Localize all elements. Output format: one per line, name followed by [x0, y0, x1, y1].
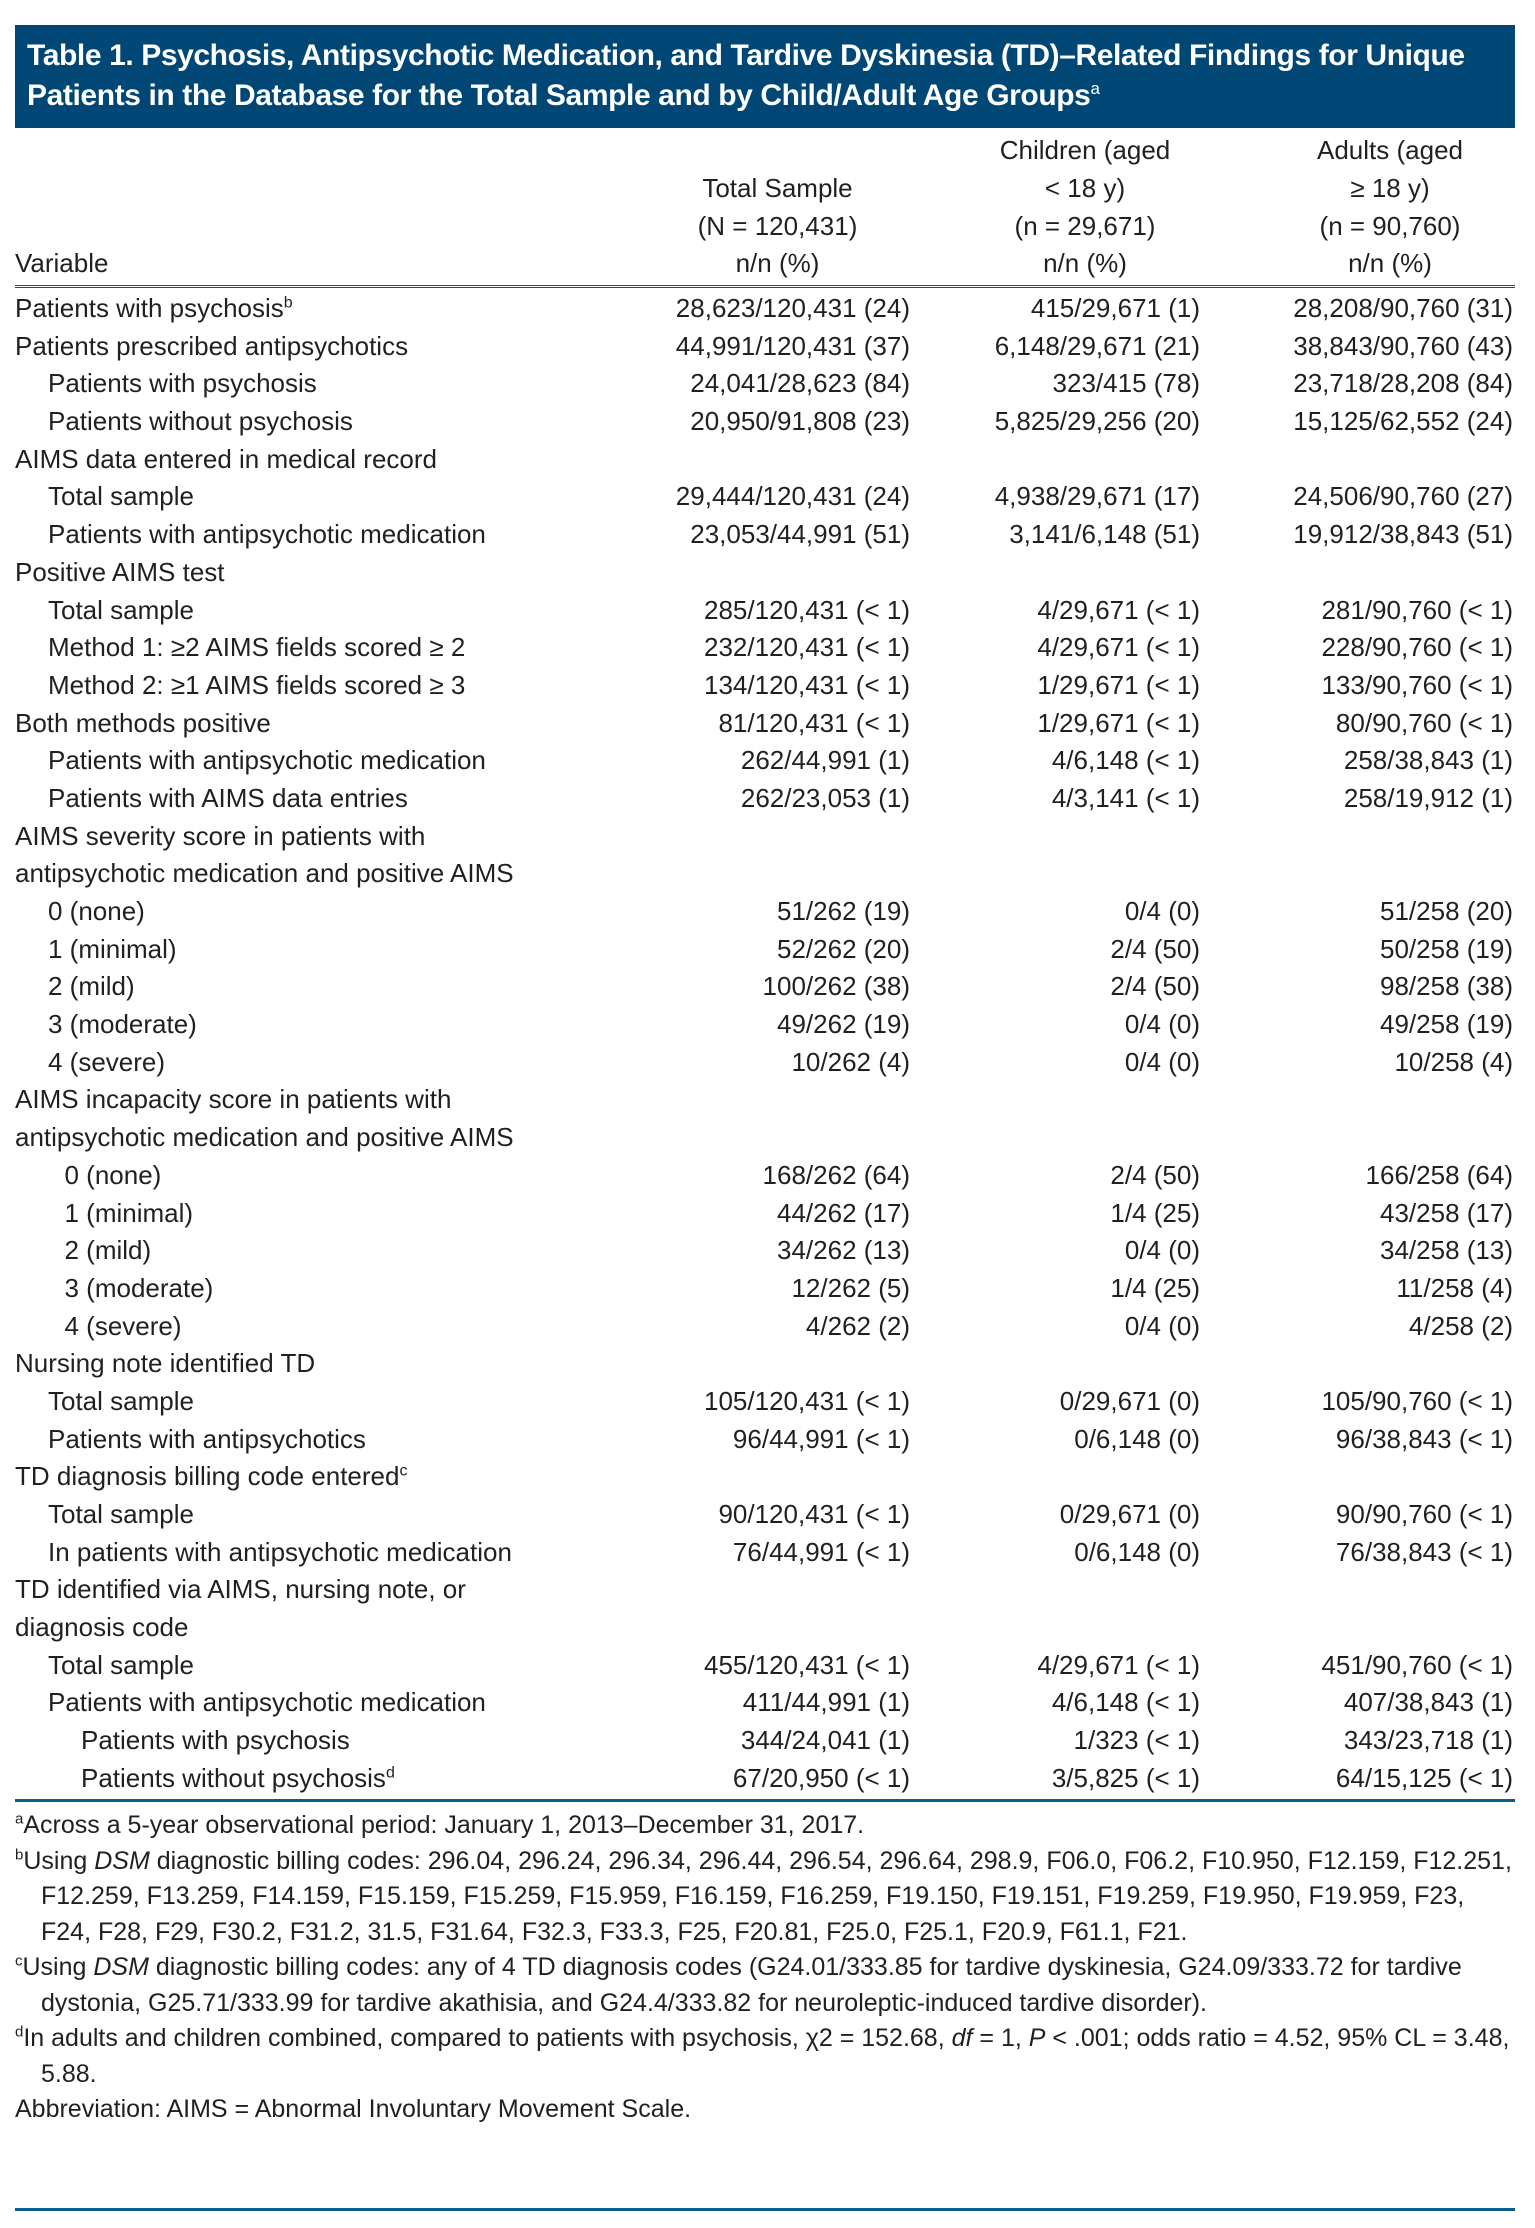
row-label-text: 4 (severe): [48, 1046, 166, 1077]
footnote: [15, 1950, 1515, 2021]
table-row: [15, 1421, 1515, 1459]
footnote: [15, 2021, 1515, 2092]
row-label-text: 3 (moderate): [48, 1009, 197, 1040]
cell-children: 2/4 (50): [1110, 971, 1200, 1002]
table-row: [15, 893, 1515, 931]
table-row: [15, 441, 1515, 479]
row-label: [65, 1308, 182, 1346]
row-label: [48, 403, 353, 441]
row-label-text: 2 (mild): [64, 1235, 152, 1266]
table-row: [15, 1270, 1515, 1308]
footnote-text: diagnostic billing codes: 296.04, 296.24, 296.34, 296.44, 296.54, 296.64, 298.9, F06.0, F06.2, F10.950, F12.159, F12.251, F12.259, F13.259, F14.159, F15.159, F15.259, F15.959, F16.159, F16.259, F19.150, F19.151, F19.259, F19.950, F19.959, F23, F24, F28, F29, F30.2, F31.2, 31.5, F31.64, F32.3, F33.3, F25, F20.81, F25.0, F25.1, F20.9, F61.1, F21.: [41, 1846, 1512, 1946]
header-total-line: n/n (%): [735, 248, 820, 279]
table-row: [15, 1684, 1515, 1722]
row-label-text: antipsychotic medication and positive AIMS: [15, 858, 514, 889]
cell-total: 411/44,991 (1): [742, 1687, 910, 1718]
row-label-text: Patients with psychosis: [48, 368, 317, 399]
footnote-marker: c: [399, 1462, 408, 1480]
table-row: [15, 968, 1515, 1006]
row-label: [48, 1647, 194, 1685]
footnote-marker: c: [15, 1952, 23, 1970]
footnote-marker: b: [15, 1846, 24, 1864]
cell-children: 323/415 (78): [1052, 368, 1200, 399]
table-title-text: Table 1. Psychosis, Antipsychotic Medication, and Tardive Dyskinesia (TD)–Related Findings for Unique Patients in the Database for the Total Sample and by Child/Adult Age Groups: [27, 39, 1465, 112]
row-label: [48, 1383, 194, 1421]
row-label: [48, 1044, 165, 1082]
row-label: [15, 1345, 315, 1383]
cell-adults: 343/23,718 (1): [1343, 1725, 1513, 1756]
row-label-text: Positive AIMS test: [15, 556, 225, 587]
row-label-text: antipsychotic medication and positive AIMS: [15, 1122, 514, 1153]
table-row: [15, 1006, 1515, 1044]
table-row: [15, 1534, 1515, 1572]
cell-adults: 49/258 (19): [1380, 1009, 1513, 1040]
table-row: [15, 1496, 1515, 1534]
header-rule: [15, 285, 1515, 288]
table-row: [15, 478, 1515, 516]
footnote-text: DSM: [93, 1953, 149, 1981]
header-children-line: < 18 y): [1044, 172, 1126, 203]
row-label-text: TD diagnosis billing code entered: [15, 1461, 400, 1492]
table-row: [15, 742, 1515, 780]
row-label-text: 0 (none): [48, 896, 145, 926]
cell-total: 34/262 (13): [777, 1235, 910, 1266]
header-adults-line: n/n (%): [1348, 248, 1432, 279]
cell-children: 0/29,671 (0): [1059, 1499, 1200, 1529]
row-label-text: Total sample: [48, 594, 194, 625]
row-label-text: Patients with antipsychotics: [48, 1423, 366, 1454]
row-label-text: 3 (moderate): [64, 1272, 214, 1303]
cell-adults: 34/258 (13): [1380, 1235, 1513, 1266]
row-label-text: Patients with psychosis: [15, 293, 284, 323]
cell-total: 168/262 (64): [762, 1159, 910, 1190]
cell-children: 4/3,141 (< 1): [1051, 782, 1200, 813]
table-row: [15, 629, 1515, 667]
table-row: [15, 1044, 1515, 1082]
header-variable: [15, 245, 108, 283]
cell-total: 262/23,053 (1): [740, 782, 910, 813]
row-label-text: In patients with antipsychotic medication: [48, 1536, 512, 1567]
footnote-text: DSM: [94, 1846, 150, 1875]
cell-children: 4/6,148 (< 1): [1051, 745, 1200, 776]
table-row: [15, 1157, 1515, 1195]
row-label-text: Patients with psychosis: [81, 1725, 350, 1756]
header-adults-line: Adults (aged: [1317, 135, 1463, 166]
cell-total: 51/262 (19): [777, 896, 910, 926]
table-row: [15, 592, 1515, 630]
table-row: [15, 554, 1515, 592]
row-label-text: Patients with antipsychotic medication: [48, 1687, 486, 1718]
row-label: [15, 290, 293, 328]
cell-adults: 258/38,843 (1): [1343, 745, 1513, 776]
table-row: [15, 1308, 1515, 1346]
row-label: [15, 1119, 514, 1157]
cell-adults: 451/90,760 (< 1): [1321, 1649, 1513, 1680]
row-label-text: Patients with antipsychotic medication: [48, 519, 486, 550]
cell-total: 44,991/120,431 (37): [675, 330, 910, 361]
row-label: [48, 931, 177, 969]
row-label-text: 1 (minimal): [64, 1197, 194, 1228]
cell-adults: 281/90,760 (< 1): [1321, 594, 1513, 625]
table-row: [15, 1647, 1515, 1685]
row-label-text: Nursing note identified TD: [15, 1348, 316, 1379]
row-label-text: 4 (severe): [64, 1310, 182, 1341]
table-row: [15, 1195, 1515, 1233]
row-label-text: Method 1: ≥2 AIMS fields scored ≥ 2: [48, 632, 466, 663]
footnotes: [15, 1808, 1515, 2128]
cell-children: 0/4 (0): [1124, 1310, 1200, 1341]
row-label-text: 0 (none): [64, 1159, 162, 1190]
cell-adults: 43/258 (17): [1380, 1197, 1513, 1228]
cell-children: 4/29,671 (< 1): [1037, 594, 1200, 625]
cell-children: 0/29,671 (0): [1059, 1385, 1200, 1416]
row-label: [48, 780, 408, 818]
cell-adults: 166/258 (64): [1365, 1159, 1513, 1190]
footnote-marker: a: [1090, 79, 1100, 98]
table-row: [15, 931, 1515, 969]
cell-children: 3/5,825 (< 1): [1051, 1762, 1200, 1793]
cell-total: 90/120,431 (< 1): [718, 1499, 910, 1529]
table-row: [15, 1609, 1515, 1647]
cell-total: 52/262 (20): [777, 933, 910, 964]
cell-adults: 105/90,760 (< 1): [1321, 1385, 1513, 1416]
table-row: [15, 780, 1515, 818]
table-row: [15, 365, 1515, 403]
cell-children: 4/29,671 (< 1): [1037, 632, 1200, 663]
cell-total: 105/120,431 (< 1): [704, 1385, 910, 1416]
cell-total: 12/262 (5): [791, 1272, 910, 1303]
row-label-text: Total sample: [48, 481, 194, 512]
row-label-text: 2 (mild): [48, 971, 135, 1002]
cell-adults: 50/258 (19): [1380, 933, 1513, 964]
table-row: [15, 1232, 1515, 1270]
cell-total: 344/24,041 (1): [740, 1725, 910, 1756]
cell-adults: 4/258 (2): [1408, 1310, 1513, 1341]
row-label-text: 1 (minimal): [48, 933, 177, 964]
row-label: [15, 1609, 188, 1647]
cell-adults: 24,506/90,760 (27): [1293, 481, 1513, 512]
cell-total: 44/262 (17): [777, 1197, 910, 1228]
row-label: [48, 365, 317, 403]
footnote-marker: d: [385, 1764, 395, 1782]
header-children: [970, 132, 1200, 283]
row-label: [48, 742, 486, 780]
row-label: [48, 1534, 512, 1572]
table-row: [15, 1119, 1515, 1157]
cell-adults: 133/90,760 (< 1): [1321, 669, 1513, 700]
cell-adults: 15,125/62,552 (24): [1293, 406, 1513, 437]
row-label-text: Patients without psychosis: [81, 1762, 386, 1793]
cell-children: 4/29,671 (< 1): [1037, 1649, 1200, 1680]
cell-children: 0/6,148 (0): [1074, 1423, 1200, 1454]
row-label: [48, 478, 194, 516]
cell-total: 4/262 (2): [805, 1310, 910, 1341]
cell-children: 0/4 (0): [1124, 1009, 1200, 1040]
cell-children: 1/4 (25): [1110, 1197, 1200, 1228]
table-row: [15, 403, 1515, 441]
cell-total: 28,623/120,431 (24): [675, 293, 910, 323]
row-label: [48, 667, 465, 705]
cell-adults: 19,912/38,843 (51): [1293, 519, 1513, 550]
cell-total: 67/20,950 (< 1): [732, 1762, 910, 1793]
table-row: [15, 290, 1515, 328]
footnote-text: P: [1028, 2024, 1046, 2052]
table-title: [15, 25, 1515, 128]
footnote-marker: d: [15, 2023, 24, 2041]
cell-adults: 10/258 (4): [1394, 1046, 1513, 1077]
row-label-text: AIMS severity score in patients with: [15, 820, 426, 851]
table-bottom-rule: [15, 1799, 1515, 1802]
header-total: [655, 170, 900, 283]
cell-adults: 28,208/90,760 (31): [1293, 293, 1513, 323]
cell-adults: 90/90,760 (< 1): [1335, 1499, 1513, 1529]
row-label: [15, 1081, 451, 1119]
row-label-text: Patients with antipsychotic medication: [48, 745, 486, 776]
row-label: [15, 441, 437, 479]
cell-total: 262/44,991 (1): [740, 745, 910, 776]
header-adults-line: (n = 90,760): [1319, 210, 1461, 241]
row-label: [65, 1270, 214, 1308]
table-row: [15, 1722, 1515, 1760]
footnote: [15, 1844, 1515, 1951]
row-label-text: Total sample: [48, 1499, 194, 1529]
row-label-text: Patients prescribed antipsychotics: [15, 330, 409, 361]
table-row: [15, 1571, 1515, 1609]
footnote-text: diagnostic billing codes: any of 4 TD diagnosis codes (G24.01/333.85 for tardive dyskinesia, G24.09/333.72 for tardive dystonia, G25.71/333.99 for tardive akathisia, and G24.4/333.82 for neuroleptic-induced tardive disorder).: [41, 1953, 1462, 2017]
footnote-text: < .001; odds ratio = 4.52, 95% CL = 3.48, 5.88.: [41, 2024, 1510, 2088]
cell-children: 0/4 (0): [1124, 896, 1200, 926]
cell-total: 81/120,431 (< 1): [718, 707, 910, 738]
cell-total: 455/120,431 (< 1): [704, 1649, 910, 1680]
cell-total: 24,041/28,623 (84): [690, 368, 910, 399]
row-label-text: Total sample: [48, 1385, 194, 1416]
cell-adults: 258/19,912 (1): [1343, 782, 1513, 813]
row-label: [48, 1421, 366, 1459]
footnote-marker: b: [283, 294, 293, 312]
cell-adults: 98/258 (38): [1380, 971, 1513, 1002]
header-children-line: Children (aged: [999, 135, 1171, 166]
row-label-text: Total sample: [48, 1649, 194, 1680]
cell-children: 1/4 (25): [1110, 1272, 1200, 1303]
table-row: [15, 1458, 1515, 1496]
cell-adults: 64/15,125 (< 1): [1335, 1762, 1513, 1793]
header-adults: [1275, 132, 1505, 283]
row-label-text: TD identified via AIMS, nursing note, or: [15, 1574, 466, 1605]
row-label-text: AIMS data entered in medical record: [15, 443, 437, 474]
row-label: [48, 629, 465, 667]
header-children-line: (n = 29,671): [1014, 210, 1156, 241]
row-label: [48, 592, 194, 630]
table-row: [15, 516, 1515, 554]
row-label: [15, 1571, 466, 1609]
cell-adults: 80/90,760 (< 1): [1335, 707, 1513, 738]
end-rule: [15, 2208, 1515, 2211]
table-row: [15, 1760, 1515, 1798]
row-label: [15, 855, 514, 893]
table-row: [15, 705, 1515, 743]
row-label: [15, 705, 271, 743]
cell-children: 2/4 (50): [1110, 1159, 1200, 1190]
row-label-text: Method 2: ≥1 AIMS fields scored ≥ 3: [48, 669, 466, 700]
row-label-text: Patients without psychosis: [48, 406, 353, 437]
table-row: [15, 855, 1515, 893]
header-total-line: Total Sample: [702, 172, 853, 203]
footnote-text: df: [951, 2024, 973, 2052]
header-children-line: n/n (%): [1043, 248, 1127, 279]
row-label: [15, 328, 408, 366]
table-row: [15, 1383, 1515, 1421]
row-label: [48, 1684, 486, 1722]
cell-total: 20,950/91,808 (23): [690, 406, 910, 437]
cell-total: 23,053/44,991 (51): [690, 519, 910, 550]
row-label-text: Patients with AIMS data entries: [48, 782, 408, 813]
table-row: [15, 328, 1515, 366]
footnote-text: Abbreviation: AIMS = Abnormal Involuntary Movement Scale.: [15, 2095, 692, 2123]
table-row: [15, 667, 1515, 705]
row-label-text: Both methods positive: [15, 707, 271, 738]
cell-total: 29,444/120,431 (24): [675, 481, 910, 512]
footnote-text: Using: [23, 1846, 95, 1875]
cell-children: 1/29,671 (< 1): [1037, 707, 1200, 738]
row-label: [65, 1232, 152, 1270]
cell-children: 4,938/29,671 (17): [994, 481, 1200, 512]
cell-children: 3,141/6,148 (51): [1009, 519, 1200, 550]
footnote-text: Across a 5-year observational period: January 1, 2013–December 31, 2017.: [23, 1811, 865, 1839]
table-header: [15, 131, 1515, 283]
row-label: [15, 1458, 407, 1496]
cell-adults: 96/38,843 (< 1): [1335, 1423, 1513, 1454]
header-variable-label: Variable: [15, 248, 109, 279]
cell-adults: 38,843/90,760 (43): [1293, 330, 1513, 361]
table-body: [15, 290, 1515, 1798]
row-label: [15, 554, 225, 592]
row-label: [15, 818, 425, 856]
cell-children: 0/4 (0): [1124, 1235, 1200, 1266]
cell-adults: 76/38,843 (< 1): [1335, 1536, 1513, 1567]
cell-children: 6,148/29,671 (21): [994, 330, 1200, 361]
row-label-text: AIMS incapacity score in patients with: [15, 1084, 452, 1115]
cell-total: 10/262 (4): [791, 1046, 910, 1077]
row-label: [48, 968, 135, 1006]
row-label: [48, 1006, 197, 1044]
footnote-marker: a: [15, 1810, 24, 1828]
cell-total: 285/120,431 (< 1): [704, 594, 910, 625]
row-label-text: diagnosis code: [15, 1612, 189, 1643]
cell-total: 76/44,991 (< 1): [732, 1536, 910, 1567]
cell-children: 4/6,148 (< 1): [1051, 1687, 1200, 1718]
header-total-line: (N = 120,431): [697, 210, 858, 241]
cell-adults: 228/90,760 (< 1): [1321, 632, 1513, 663]
cell-adults: 407/38,843 (1): [1343, 1687, 1513, 1718]
row-label: [81, 1722, 350, 1760]
cell-total: 232/120,431 (< 1): [704, 632, 910, 663]
footnote-text: In adults and children combined, compared to patients with psychosis, χ2 = 152.68,: [23, 2024, 952, 2052]
cell-children: 5,825/29,256 (20): [994, 406, 1200, 437]
cell-children: 2/4 (50): [1110, 933, 1200, 964]
row-label: [81, 1760, 395, 1798]
cell-total: 134/120,431 (< 1): [704, 669, 910, 700]
cell-adults: 51/258 (20): [1380, 896, 1513, 926]
cell-children: 0/4 (0): [1124, 1046, 1200, 1077]
header-adults-line: ≥ 18 y): [1350, 172, 1430, 203]
row-label: [65, 1157, 162, 1195]
footnote-text: Using: [22, 1953, 94, 1981]
cell-children: 1/323 (< 1): [1073, 1725, 1200, 1756]
table-row: [15, 1345, 1515, 1383]
row-label: [48, 516, 486, 554]
cell-adults: 23,718/28,208 (84): [1293, 368, 1513, 399]
footnote-text: = 1,: [972, 2024, 1029, 2052]
footnote: [15, 2092, 1515, 2128]
table-row: [15, 1081, 1515, 1119]
row-label: [48, 1496, 194, 1534]
cell-children: 415/29,671 (1): [1030, 293, 1200, 323]
cell-total: 49/262 (19): [777, 1009, 910, 1040]
cell-children: 0/6,148 (0): [1074, 1536, 1200, 1567]
footnote: [15, 1808, 1515, 1844]
cell-children: 1/29,671 (< 1): [1037, 669, 1200, 700]
row-label: [48, 893, 145, 931]
cell-total: 100/262 (38): [762, 971, 910, 1002]
row-label: [65, 1195, 194, 1233]
table-row: [15, 818, 1515, 856]
cell-total: 96/44,991 (< 1): [732, 1423, 910, 1454]
cell-adults: 11/258 (4): [1396, 1272, 1513, 1303]
